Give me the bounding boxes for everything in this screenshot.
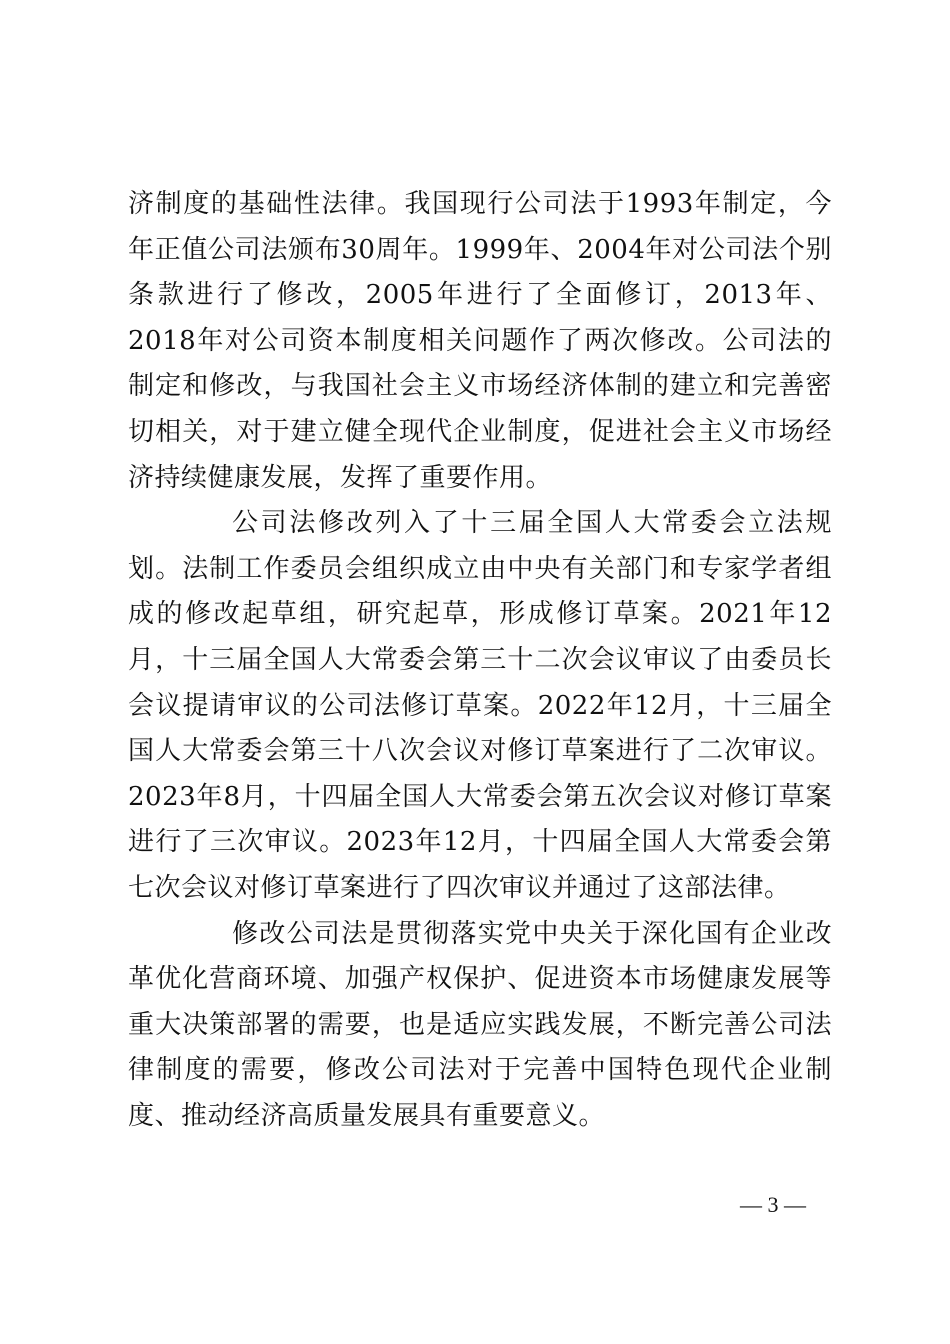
page-number: — 3 — [740,1192,806,1217]
document-body [128,182,832,1139]
paragraph-continuation: 济制度的基础性法律。我国现行公司法于1993年制定，今年正值公司法颁布30周年。1999年、2004年对公司法个别条款进行了修改，2005年进行了全面修订，2013年、2018年对公司资本制度相关问题作了两次修改。公司法的制定和修改，与我国社会主义市场经济体制的建立和完善密切相关，对于建立健全现代企业制度，促进社会主义市场经济持续健康发展，发挥了重要作用。 [128,189,832,493]
paragraph-legislative-history: 公司法修改列入了十三届全国人大常委会立法规划。法制工作委员会组织成立由中央有关部门和专家学者组成的修改起草组，研究起草，形成修订草案。2021年12月，十三届全国人大常委会第三十二次会议审议了由委员长会议提请审议的公司法修订草案。2022年12月，十三届全国人大常委会第三十八次会议对修订草案进行了二次审议。2023年8月，十四届全国人大常委会第五次会议对修订草案进行了三次审议。2023年12月，十四届全国人大常委会第七次会议对修订草案进行了四次审议并通过了这部法律。 [128,508,832,903]
paragraph-significance: 修改公司法是贯彻落实党中央关于深化国有企业改革优化营商环境、加强产权保护、促进资本市场健康发展等重大决策部署的需要，也是适应实践发展，不断完善公司法律制度的需要，修改公司法对于完善中国特色现代企业制度、推动经济高质量发展具有重要意义。 [128,918,832,1131]
